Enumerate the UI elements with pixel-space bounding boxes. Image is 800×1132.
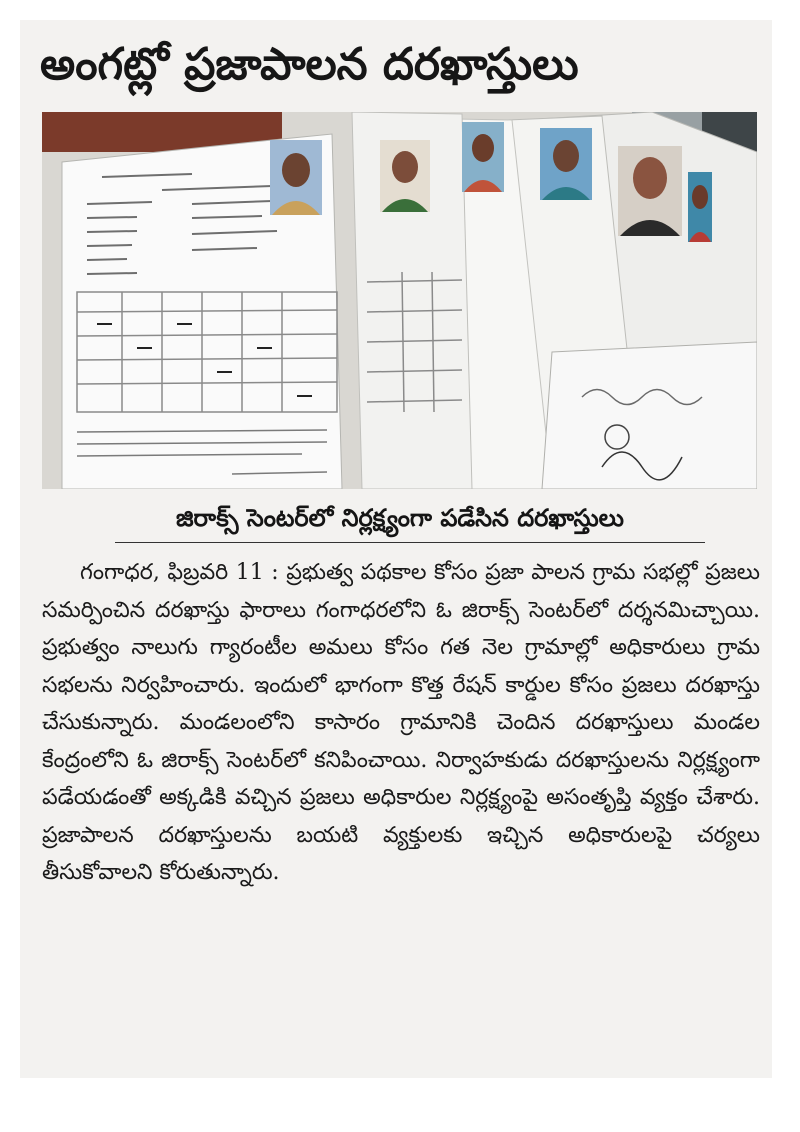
article-body bbox=[42, 554, 760, 1074]
note-card bbox=[542, 342, 757, 489]
applicant-photo bbox=[688, 172, 712, 242]
applicant-photo bbox=[618, 146, 682, 236]
applicant-photo bbox=[462, 122, 504, 192]
news-photo bbox=[42, 112, 757, 489]
headline: అంగట్లో ప్రజాపాలన దరఖాస్తులు bbox=[40, 39, 579, 90]
newspaper-clipping bbox=[20, 20, 772, 1078]
applicant-photo bbox=[540, 128, 592, 200]
article-text: ప్రభుత్వ పథకాల కోసం ప్రజా పాలన గ్రామ సభల్లో ప్రజలు సమర్పించిన దరఖాస్తు ఫారాలు గంగాధరలోని ఓ జిరాక్స్ సెంటర్‌లో దర్శనమిచ్చాయి. ప్రభుత్వం నాలుగు గ్యారంటీల అమలు కోసం గత నెల గ్రామాల్లో అధికారులు గ్రామ సభలను నిర్వహించారు. ఇందులో భాగంగా కొత్త రేషన్ కార్డుల కోసం ప్రజలు దరఖాస్తు చేసుకున్నారు. మండలంలోని కాసారం గ్రామానికి చెందిన దరఖాస్తులు మండల కేంద్రంలోని ఓ జిరాక్స్ సెంటర్‌లో కనిపించాయి. నిర్వాహకుడు దరఖాస్తులను నిర్లక్ష్యంగా పడేయడంతో అక్కడికి వచ్చిన ప్రజలు అధికారుల నిర్లక్ష్యంపై అసంతృప్తి వ్యక్తం చేశారు. ప్రజాపాలన దరఖాస్తులను బయటి వ్యక్తులకు ఇచ్చిన అధికారులపై చర్యలు తీసుకోవాలని కోరుతున్నారు. bbox=[42, 560, 760, 885]
caption-divider bbox=[115, 542, 705, 543]
applicant-photo bbox=[270, 140, 322, 215]
article-dateline: గంగాధర, ఫిబ్రవరి 11 : bbox=[80, 560, 287, 585]
photo-caption: జిరాక్స్ సెంటర్‌లో నిర్లక్ష్యంగా పడేసిన దరఖాస్తులు bbox=[176, 504, 624, 532]
applicant-photo bbox=[380, 140, 430, 212]
